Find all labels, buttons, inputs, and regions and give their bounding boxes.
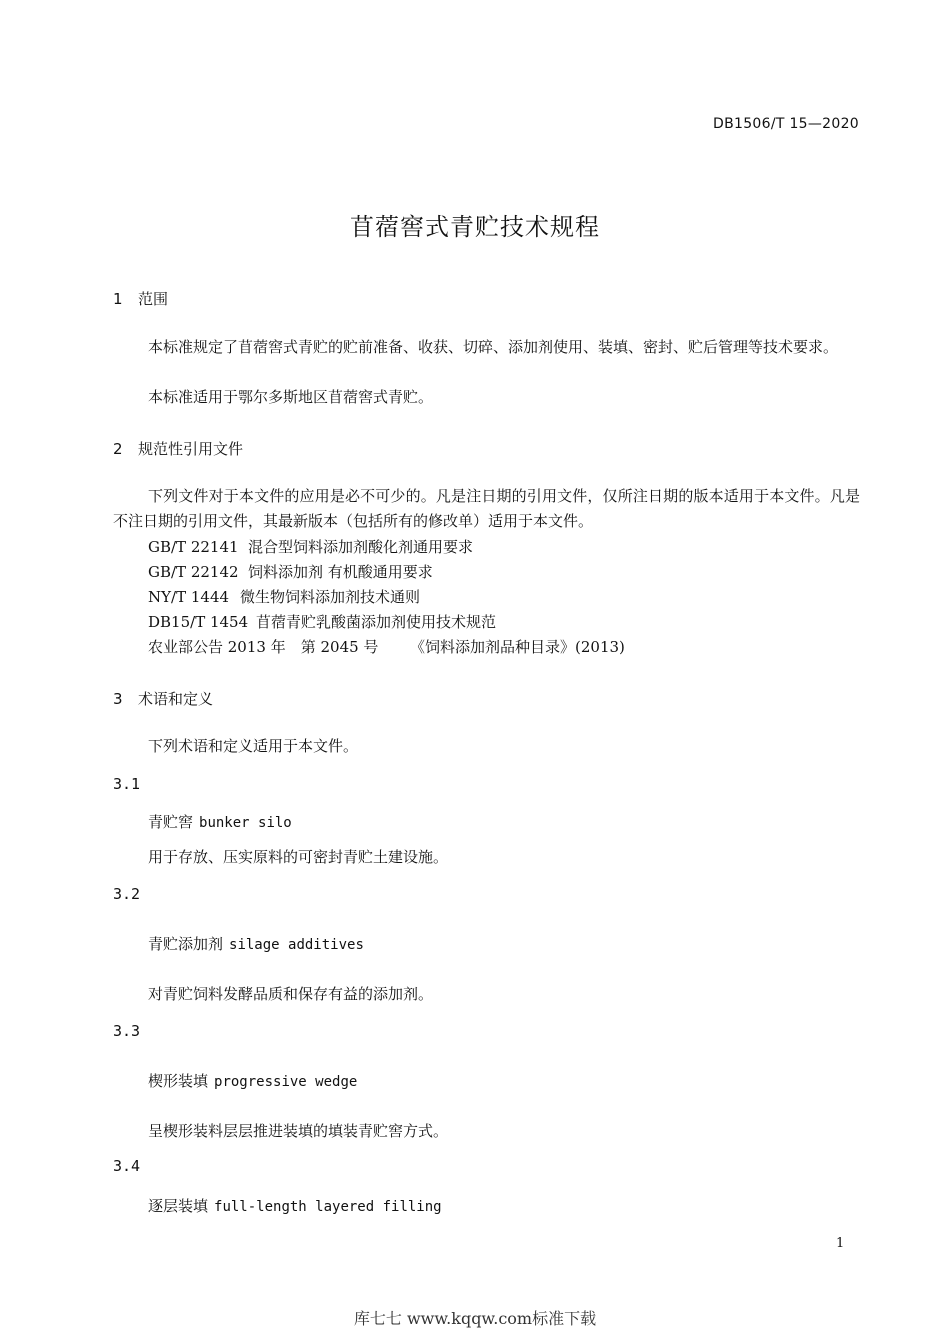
term-chinese: 青贮窖	[148, 813, 194, 831]
section-3-heading	[113, 688, 213, 709]
term-number: 3.3	[113, 1022, 141, 1040]
scope-paragraph-2: 本标准适用于鄂尔多斯地区苜蓿窖式青贮。	[148, 388, 434, 406]
section-title: 术语和定义	[138, 690, 214, 708]
reference-title: 混合型饲料添加剂酸化剂通用要求	[248, 538, 474, 556]
term-heading	[148, 1195, 442, 1216]
reference-code: GB/T 22142	[148, 563, 239, 581]
term-definition: 呈楔形装料层层推进装填的填装青贮窖方式。	[148, 1122, 449, 1140]
reference-title: 微生物饲料添加剂技术通则	[240, 588, 421, 606]
reference-item	[148, 536, 473, 557]
section-1-heading	[113, 288, 168, 309]
section-2-heading	[113, 438, 243, 459]
footer-watermark: 库七七 www.kqqw.com标准下载	[353, 1309, 597, 1328]
section-number: 1	[113, 290, 123, 308]
reference-item	[148, 636, 625, 657]
reference-title: 苜蓿青贮乳酸菌添加剂使用技术规范	[256, 613, 497, 631]
reference-code: 农业部公告 2013 年 第 2045 号	[148, 638, 379, 656]
page-number: 1	[836, 1236, 845, 1251]
term-definition: 对青贮饲料发酵品质和保存有益的添加剂。	[148, 985, 434, 1003]
term-number: 3.1	[113, 775, 141, 793]
reference-item	[148, 561, 433, 582]
term-chinese: 青贮添加剂	[148, 935, 224, 953]
reference-code: GB/T 22141	[148, 538, 239, 556]
section-number: 2	[113, 440, 123, 458]
section-title: 规范性引用文件	[138, 440, 244, 458]
reference-code: NY/T 1444	[148, 588, 230, 606]
term-chinese: 逐层装填	[148, 1197, 209, 1215]
term-definition: 用于存放、压实原料的可密封青贮土建设施。	[148, 848, 449, 866]
reference-title: 饲料添加剂 有机酸通用要求	[248, 563, 433, 581]
reference-code: DB15/T 1454	[148, 613, 249, 631]
term-english: progressive wedge	[214, 1074, 358, 1090]
term-heading	[148, 933, 364, 954]
term-number: 3.4	[113, 1157, 141, 1175]
term-english: full-length layered filling	[214, 1199, 442, 1215]
term-number: 3.2	[113, 885, 141, 903]
section-number: 3	[113, 690, 123, 708]
refs-intro-paragraph: 下列文件对于本文件的应用是必不可少的。凡是注日期的引用文件，仅所注日期的版本适用于本文件。凡是不注日期的引用文件，其最新版本（包括所有的修改单）适用于本文件。	[113, 487, 860, 530]
term-english: bunker silo	[199, 815, 292, 831]
scope-paragraph-1: 本标准规定了苜蓿窖式青贮的贮前准备、收获、切碎、添加剂使用、装填、密封、贮后管理等技术要求。	[148, 338, 839, 356]
reference-title: 《饲料添加剂品种目录》(2013)	[410, 638, 625, 656]
standard-code: DB1506/T 15—2020	[713, 116, 859, 132]
document-title: 苜蓿窖式青贮技术规程	[350, 213, 600, 241]
term-heading	[148, 811, 292, 832]
term-heading	[148, 1070, 357, 1091]
term-english: silage additives	[229, 937, 364, 953]
reference-item	[148, 586, 420, 607]
section-title: 范围	[138, 290, 169, 308]
terms-intro-paragraph: 下列术语和定义适用于本文件。	[148, 737, 359, 755]
reference-item	[148, 611, 496, 632]
term-chinese: 楔形装填	[148, 1072, 209, 1090]
